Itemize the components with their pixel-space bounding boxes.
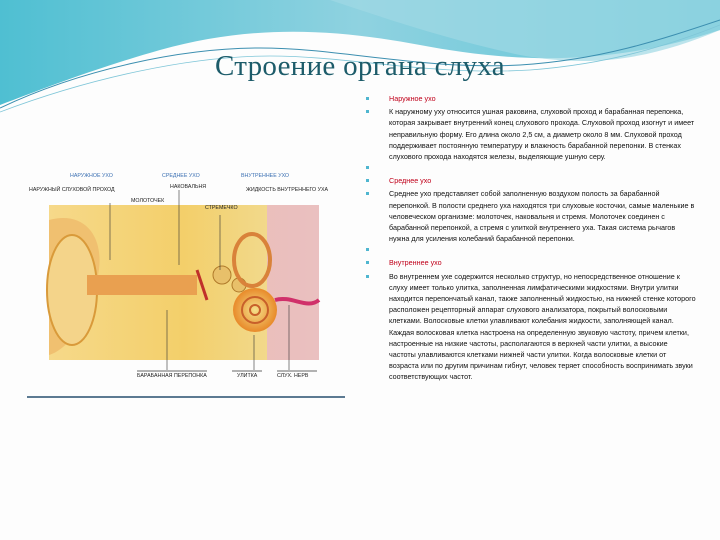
- bullet-icon: [366, 110, 369, 113]
- label-hammer: МОЛОТОЧЕК: [131, 198, 165, 204]
- label-outer-ear: НАРУЖНОЕ УХО: [70, 173, 113, 179]
- section-heading: Наружное ухо: [389, 94, 436, 103]
- section-heading: Внутреннее ухо: [389, 258, 442, 268]
- bullet-icon: [366, 97, 369, 100]
- ear-structure-illustration: [27, 160, 345, 400]
- label-auditory-nerve: СЛУХ. НЕРВ: [277, 373, 309, 379]
- section-text: Среднее ухо представляет собой заполненную воздухом полость за барабанной перепонкой. В полости среднего уха находятся три слуховые косточки, самые маленькие в человеческом организме: молоточек, наковальня и стремя. Молоточек соединен с барабанной перепонкой, а стремя с улиткой внутреннего уха. Такая система рычагов нужна для усиления колебаний барабанной перепонки.: [389, 189, 695, 244]
- label-inner-fluid: ЖИДКОСТЬ ВНУТРЕННЕГО УХА: [246, 187, 329, 193]
- bullet-icon: [366, 275, 369, 278]
- content-bullets: [366, 93, 696, 383]
- bullet-icon: [366, 192, 369, 195]
- label-stirrup: СТРЕМЕЧКО: [205, 205, 238, 211]
- bullet-icon: [366, 248, 369, 251]
- bullet-empty: [366, 162, 696, 175]
- bullet-icon: [366, 179, 369, 182]
- label-ear-canal: НАРУЖНЫЙ СЛУХОВОЙ ПРОХОД: [29, 187, 115, 193]
- bullet-icon: [366, 166, 369, 169]
- section-text: Во внутреннем ухе содержится несколько структур, но непосредственное отношение к слуху имеет только улитка, заполненная лимфатическими жидкостями. Внутри улитки находится перепончатый канал, также заполненный жидкостью, на нижней стенке которого расположен рецепторный аппарат слухового анализатора, покрытый волосковыми клетками. Волосковые клетки улавливают колебания жидкости, заполняющей канал. Каждая волосковая клетка настроена на определенную звуковую частоту, причем клетки, настроенные на низкие частоты, располагаются в верхней части улитки, а высокие частоты улавливаются клетками нижней части улитки. Когда волосковые клетки от возраста или по другим причинам гибнут, человек теряет способность воспринимать звуки соответствующих частот.: [389, 271, 696, 382]
- bullet-text-inner-ear: [366, 271, 696, 383]
- bullet-heading-middle-ear: [366, 175, 696, 186]
- figure-divider: [27, 396, 345, 398]
- label-eardrum: БАРАБАННАЯ ПЕРЕПОНКА: [137, 373, 207, 379]
- label-inner-ear: ВНУТРЕННЕЕ УХО: [241, 173, 290, 179]
- label-anvil: НАКОВАЛЬНЯ: [170, 184, 207, 190]
- section-text: К наружному уху относится ушная раковина, слуховой проход и барабанная перепонка, которая закрывает внутренний конец слухового прохода. Слуховой проход изогнут и имеет неправильную форму. Его длина около 2,5 см, а диаметр около 8 мм. Слуховой проход поддерживает постоянную температуру и влажность барабанной перепонки. В стенках слухового прохода находятся железы, выделяющие ушную серу.: [389, 107, 695, 162]
- section-heading: Среднее ухо: [389, 176, 432, 186]
- label-middle-ear: СРЕДНЕЕ УХО: [162, 173, 200, 179]
- label-cochlea: УЛИТКА: [237, 373, 258, 379]
- bullet-text-middle-ear: [366, 188, 696, 244]
- bullet-heading-inner-ear: [366, 257, 696, 268]
- slide-title: Строение органа слуха: [215, 50, 505, 82]
- bullet-icon: [366, 261, 369, 264]
- bullet-heading-outer-ear: [366, 93, 696, 104]
- bullet-empty: [366, 244, 696, 257]
- bullet-text-outer-ear: [366, 106, 696, 162]
- ear-diagram: [27, 160, 345, 400]
